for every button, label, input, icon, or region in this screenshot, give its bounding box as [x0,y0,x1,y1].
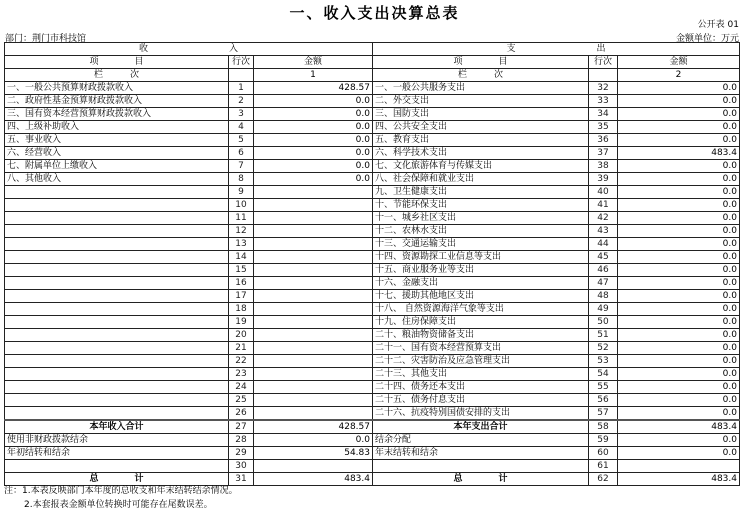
table-row [5,381,740,394]
income-item-cell: 总 计 [5,473,229,486]
expense-amount-cell: 0.0 [618,121,740,134]
table-row [5,160,740,173]
expense-line-blank [589,69,618,82]
expense-line-cell: 60 [589,447,618,460]
income-item-cell: 七、附属单位上缴收入 [5,160,229,173]
income-amount-cell [254,186,373,199]
expense-line-cell: 37 [589,147,618,160]
income-line-cell: 14 [229,251,254,264]
table-row [5,121,740,134]
expense-amount-cell: 0.0 [618,225,740,238]
expense-item-cell: 二十四、债务还本支出 [373,381,589,394]
table-row [5,225,740,238]
expense-amount-cell [618,460,740,473]
income-item-cell [5,381,229,394]
expense-line-cell: 52 [589,342,618,355]
expense-column-number: 2 [618,69,740,82]
department-label: 部门：荆门市科技馆 [5,34,87,44]
income-amount-header: 金额 [254,56,373,69]
income-amount-cell [254,329,373,342]
table-row [5,342,740,355]
income-line-cell: 3 [229,108,254,121]
expense-line-cell: 51 [589,329,618,342]
expense-amount-cell: 0.0 [618,134,740,147]
expense-item-cell: 六、科学技术支出 [373,147,589,160]
income-amount-cell [254,277,373,290]
header-column-row [5,56,740,69]
income-item-cell: 一、一般公共预算财政拨款收入 [5,82,229,95]
table-row [5,199,740,212]
expense-item-cell: 十四、资源勘探工业信息等支出 [373,251,589,264]
expense-amount-cell: 0.0 [618,160,740,173]
income-column-label: 栏 次 [5,69,229,82]
total-row [5,447,740,460]
income-amount-cell: 0.0 [254,434,373,447]
header-colno-row [5,69,740,82]
table-row [5,251,740,264]
income-line-cell: 16 [229,277,254,290]
income-column-number: 1 [254,69,373,82]
expense-amount-cell: 0.0 [618,199,740,212]
expense-group-header: 支 出 [373,43,740,56]
income-amount-cell [254,264,373,277]
expense-line-cell: 45 [589,251,618,264]
table-row [5,186,740,199]
expense-amount-cell: 0.0 [618,407,740,421]
table-row [5,303,740,316]
expense-item-cell: 十七、援助其他地区支出 [373,290,589,303]
income-line-cell: 19 [229,316,254,329]
expense-item-cell: 二、外交支出 [373,95,589,108]
income-item-cell: 八、其他收入 [5,173,229,186]
expense-item-cell: 二十二、灾害防治及应急管理支出 [373,355,589,368]
income-item-cell [5,212,229,225]
income-line-cell: 2 [229,95,254,108]
income-amount-cell [254,225,373,238]
expense-item-cell: 十三、交通运输支出 [373,238,589,251]
table-row [5,147,740,160]
expense-line-cell: 47 [589,277,618,290]
income-amount-cell: 0.0 [254,121,373,134]
header-group-row [5,43,740,56]
expense-amount-cell: 0.0 [618,238,740,251]
table-row [5,316,740,329]
income-item-cell: 三、国有资本经营预算财政拨款收入 [5,108,229,121]
total-row [5,434,740,447]
income-item-cell [5,329,229,342]
expense-amount-cell: 483.4 [618,473,740,486]
expense-item-cell: 二十三、其他支出 [373,368,589,381]
expense-amount-cell: 0.0 [618,303,740,316]
expense-line-cell: 34 [589,108,618,121]
income-item-cell [5,251,229,264]
expense-line-cell: 33 [589,95,618,108]
expense-amount-cell: 0.0 [618,173,740,186]
income-amount-cell [254,407,373,421]
income-line-cell: 15 [229,264,254,277]
expense-line-cell: 46 [589,264,618,277]
income-line-header: 行次 [229,56,254,69]
income-line-cell: 10 [229,199,254,212]
table-row [5,82,740,95]
expense-item-cell: 八、社会保障和就业支出 [373,173,589,186]
income-line-cell: 18 [229,303,254,316]
expense-amount-header: 金额 [618,56,740,69]
income-line-cell: 17 [229,290,254,303]
expense-item-cell: 五、教育支出 [373,134,589,147]
expense-item-cell: 年末结转和结余 [373,447,589,460]
expense-line-cell: 55 [589,381,618,394]
income-amount-cell [254,251,373,264]
income-item-cell: 六、经营收入 [5,147,229,160]
expense-item-cell: 本年支出合计 [373,420,589,434]
expense-line-cell: 58 [589,420,618,434]
expense-amount-cell: 483.4 [618,147,740,160]
income-amount-cell [254,368,373,381]
note-2: 2.本套报表金额单位转换时可能存在尾数误差。 [24,500,213,510]
income-amount-cell [254,316,373,329]
expense-item-cell: 七、文化旅游体育与传媒支出 [373,160,589,173]
income-line-cell: 12 [229,225,254,238]
expense-line-cell: 44 [589,238,618,251]
income-line-cell: 9 [229,186,254,199]
expense-amount-cell: 0.0 [618,264,740,277]
expense-column-label: 栏 次 [373,69,589,82]
expense-line-cell: 54 [589,368,618,381]
income-item-cell: 四、上级补助收入 [5,121,229,134]
expense-amount-cell: 0.0 [618,368,740,381]
expense-amount-cell: 0.0 [618,251,740,264]
income-amount-cell [254,199,373,212]
income-expense-table [4,42,740,486]
expense-amount-cell: 0.0 [618,212,740,225]
income-item-cell [5,264,229,277]
expense-amount-cell: 0.0 [618,434,740,447]
expense-line-cell: 56 [589,394,618,407]
income-amount-cell: 54.83 [254,447,373,460]
expense-item-cell: 十一、城乡社区支出 [373,212,589,225]
expense-item-cell: 一、一般公共服务支出 [373,82,589,95]
income-group-header: 收 入 [5,43,373,56]
expense-line-cell: 61 [589,460,618,473]
table-row [5,290,740,303]
table-row [5,368,740,381]
income-line-cell: 31 [229,473,254,486]
expense-item-cell: 总 计 [373,473,589,486]
expense-line-cell: 53 [589,355,618,368]
income-amount-cell [254,238,373,251]
expense-amount-cell: 0.0 [618,316,740,329]
expense-line-cell: 49 [589,303,618,316]
expense-line-cell: 62 [589,473,618,486]
expense-item-cell: 四、公共安全支出 [373,121,589,134]
income-amount-cell: 0.0 [254,108,373,121]
table-row [5,277,740,290]
income-line-cell: 1 [229,82,254,95]
income-amount-cell [254,460,373,473]
expense-amount-cell: 0.0 [618,186,740,199]
income-line-cell: 21 [229,342,254,355]
income-item-cell [5,303,229,316]
note-1: 注：1.本表反映部门本年度的总收支和年末结转结余情况。 [4,486,238,496]
income-amount-cell: 428.57 [254,82,373,95]
expense-amount-cell: 0.0 [618,394,740,407]
table-row [5,212,740,225]
expense-item-cell: 二十一、国有资本经营预算支出 [373,342,589,355]
income-amount-cell [254,342,373,355]
income-amount-cell [254,303,373,316]
income-line-cell: 4 [229,121,254,134]
page-title: 一、收入支出决算总表 [289,4,460,22]
expense-line-header: 行次 [589,56,618,69]
income-item-cell [5,199,229,212]
income-amount-cell: 428.57 [254,420,373,434]
expense-item-cell: 十二、农林水支出 [373,225,589,238]
table-row [5,407,740,421]
expense-amount-cell: 0.0 [618,355,740,368]
income-item-cell [5,238,229,251]
expense-line-cell: 50 [589,316,618,329]
expense-item-cell [373,460,589,473]
income-line-cell: 20 [229,329,254,342]
expense-item-cell: 十五、商业服务业等支出 [373,264,589,277]
form-number: 公开表 01 [697,20,739,30]
income-line-cell: 26 [229,407,254,421]
footnotes [4,484,238,512]
expense-line-cell: 59 [589,434,618,447]
income-line-cell: 5 [229,134,254,147]
income-item-cell [5,460,229,473]
expense-amount-cell: 0.0 [618,290,740,303]
total-row [5,460,740,473]
income-line-cell: 22 [229,355,254,368]
expense-amount-cell: 0.0 [618,82,740,95]
expense-amount-cell: 0.0 [618,447,740,460]
income-line-blank [229,69,254,82]
income-item-cell [5,225,229,238]
total-row [5,420,740,434]
expense-line-cell: 36 [589,134,618,147]
expense-line-cell: 40 [589,186,618,199]
expense-amount-cell: 0.0 [618,381,740,394]
expense-item-cell: 二十五、债务付息支出 [373,394,589,407]
expense-item-cell: 十六、金融支出 [373,277,589,290]
table-row [5,134,740,147]
table-row [5,173,740,186]
expense-amount-cell: 0.0 [618,108,740,121]
income-item-cell [5,355,229,368]
table-row [5,108,740,121]
table-row [5,394,740,407]
income-item-cell [5,342,229,355]
income-line-cell: 11 [229,212,254,225]
income-amount-cell: 0.0 [254,95,373,108]
income-item-cell [5,290,229,303]
income-line-cell: 28 [229,434,254,447]
table-row [5,264,740,277]
income-line-cell: 27 [229,420,254,434]
income-item-cell: 本年收入合计 [5,420,229,434]
income-amount-cell: 0.0 [254,134,373,147]
table-row [5,95,740,108]
income-item-cell: 使用非财政拨款结余 [5,434,229,447]
income-item-cell: 五、事业收入 [5,134,229,147]
income-line-cell: 23 [229,368,254,381]
expense-item-cell: 二十、粮油物资储备支出 [373,329,589,342]
expense-item-cell: 二十六、抗疫特别国债安排的支出 [373,407,589,421]
income-amount-cell [254,381,373,394]
expense-line-cell: 42 [589,212,618,225]
income-item-cell [5,186,229,199]
income-amount-cell: 483.4 [254,473,373,486]
expense-item-cell: 十九、住房保障支出 [373,316,589,329]
income-line-cell: 24 [229,381,254,394]
income-item-cell: 二、政府性基金预算财政拨款收入 [5,95,229,108]
expense-line-cell: 39 [589,173,618,186]
expense-amount-cell: 483.4 [618,420,740,434]
expense-amount-cell: 0.0 [618,329,740,342]
table-row [5,238,740,251]
income-line-cell: 29 [229,447,254,460]
expense-line-cell: 48 [589,290,618,303]
income-item-cell [5,316,229,329]
expense-line-cell: 35 [589,121,618,134]
income-item-cell [5,394,229,407]
income-line-cell: 8 [229,173,254,186]
income-item-header: 项 目 [5,56,229,69]
expense-item-cell: 三、国防支出 [373,108,589,121]
expense-item-header: 项 目 [373,56,589,69]
expense-item-cell: 九、卫生健康支出 [373,186,589,199]
income-item-cell [5,368,229,381]
income-item-cell: 年初结转和结余 [5,447,229,460]
expense-line-cell: 38 [589,160,618,173]
income-amount-cell [254,290,373,303]
expense-line-cell: 32 [589,82,618,95]
table-row [5,329,740,342]
amount-unit-label: 金额单位：万元 [675,34,739,44]
expense-item-cell: 十八、 自然资源海洋气象等支出 [373,303,589,316]
income-item-cell [5,407,229,421]
income-amount-cell: 0.0 [254,160,373,173]
expense-item-cell: 十、节能环保支出 [373,199,589,212]
expense-amount-cell: 0.0 [618,277,740,290]
income-line-cell: 30 [229,460,254,473]
income-line-cell: 13 [229,238,254,251]
expense-line-cell: 57 [589,407,618,421]
income-amount-cell [254,212,373,225]
table-row [5,355,740,368]
expense-line-cell: 43 [589,225,618,238]
income-line-cell: 7 [229,160,254,173]
income-item-cell [5,277,229,290]
income-amount-cell [254,355,373,368]
income-amount-cell: 0.0 [254,147,373,160]
expense-amount-cell: 0.0 [618,342,740,355]
expense-amount-cell: 0.0 [618,95,740,108]
income-line-cell: 6 [229,147,254,160]
income-line-cell: 25 [229,394,254,407]
income-amount-cell: 0.0 [254,173,373,186]
expense-line-cell: 41 [589,199,618,212]
income-amount-cell [254,394,373,407]
expense-item-cell: 结余分配 [373,434,589,447]
